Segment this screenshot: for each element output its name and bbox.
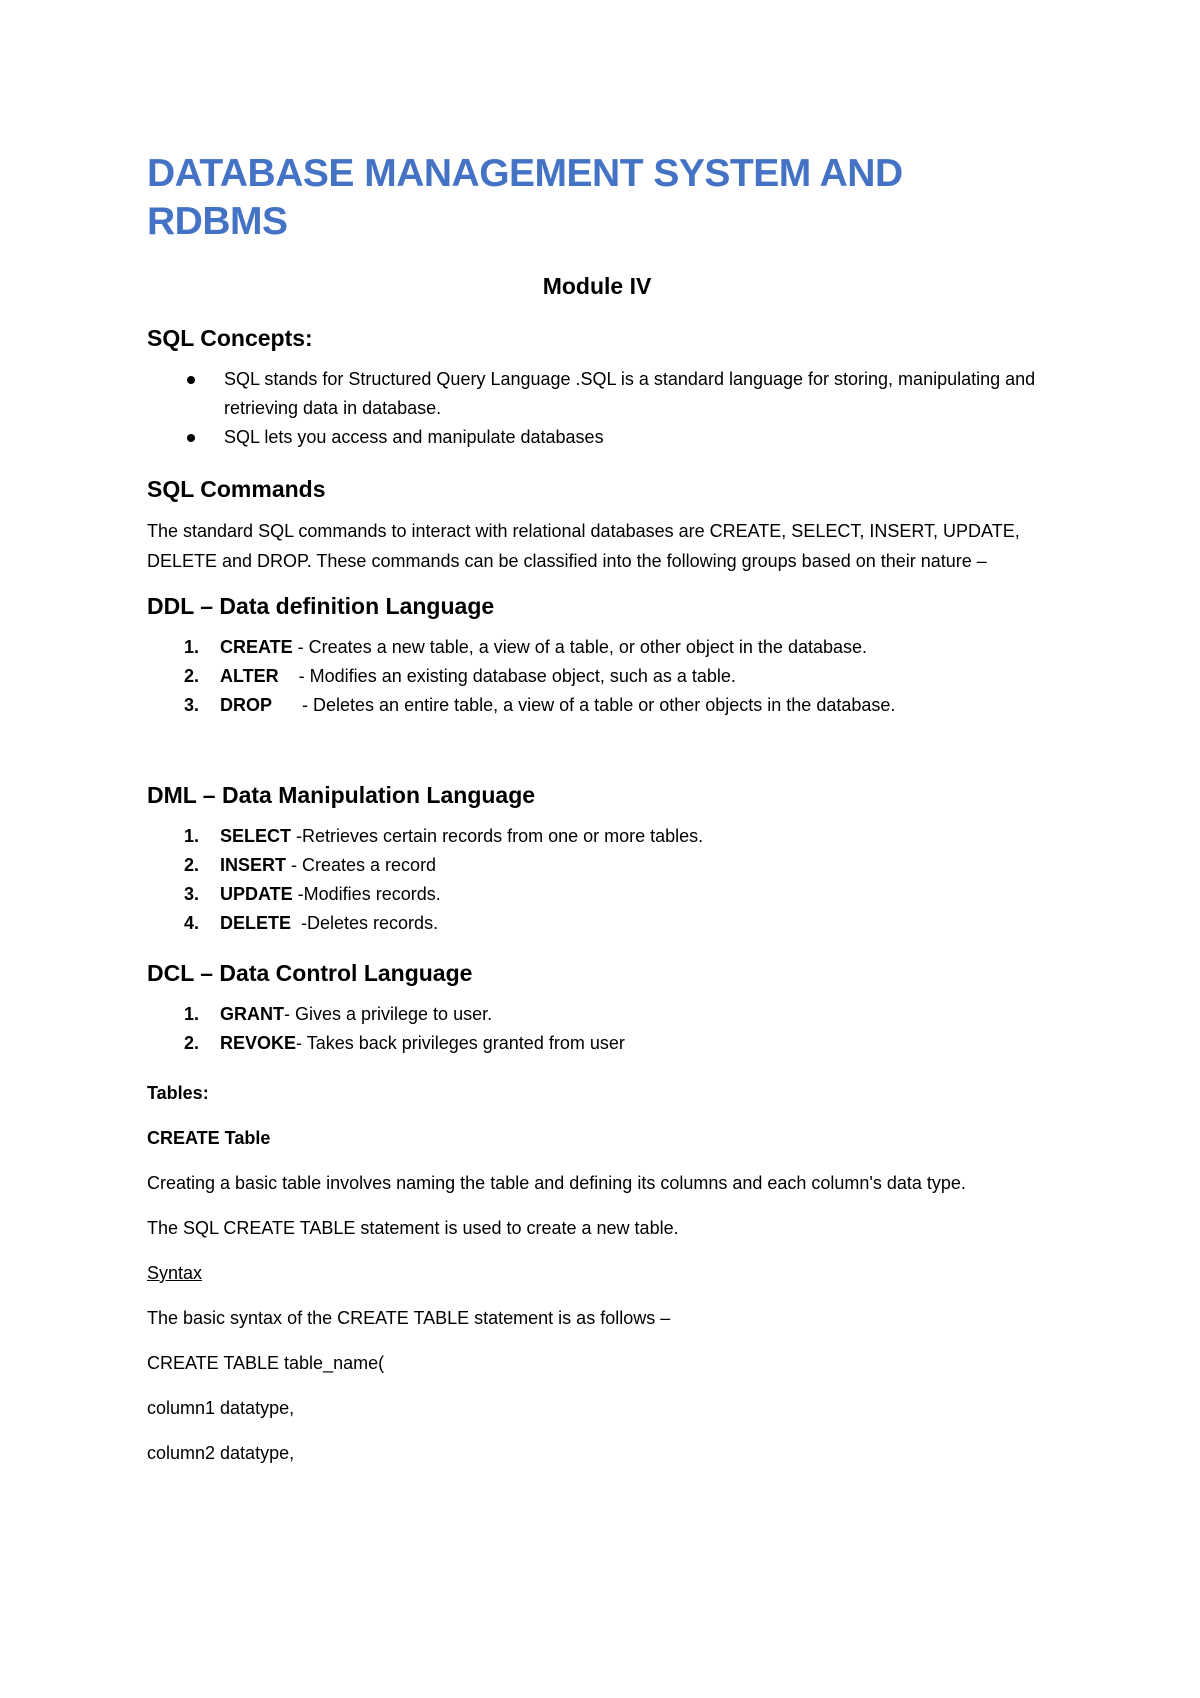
- list-item: [147, 662, 1047, 691]
- code-line: column2 datatype,: [147, 1443, 295, 1463]
- list-number: 2.: [184, 855, 200, 875]
- module-heading: Module IV: [542, 273, 652, 299]
- bullet-icon: [187, 376, 195, 384]
- command-description: -Deletes records.: [291, 913, 439, 933]
- command-keyword: UPDATE: [220, 884, 293, 904]
- command-keyword: CREATE: [220, 637, 293, 657]
- sql-concepts-heading: SQL Concepts:: [147, 325, 313, 351]
- list-number: 4.: [184, 913, 200, 933]
- list-item-text: SQL lets you access and manipulate databases: [224, 427, 604, 447]
- list-item: [147, 633, 1047, 662]
- sql-commands-heading: SQL Commands: [147, 476, 326, 502]
- document-page: [147, 150, 1047, 1483]
- dml-heading: DML – Data Manipulation Language: [147, 782, 536, 808]
- list-item: [147, 822, 1047, 851]
- list-number: 3.: [184, 695, 200, 715]
- command-description: - Creates a new table, a view of a table, or other object in the database.: [292, 637, 868, 657]
- list-number: 2.: [184, 666, 200, 686]
- ddl-list: [147, 633, 1047, 720]
- command-keyword: ALTER: [220, 666, 279, 686]
- tables-heading: Tables:: [147, 1083, 209, 1103]
- command-description: -Modifies records.: [292, 884, 441, 904]
- list-number: 1.: [184, 1004, 200, 1024]
- command-description: -Retrieves certain records from one or more tables.: [291, 826, 704, 846]
- command-description: - Takes back privileges granted from user: [296, 1033, 625, 1053]
- command-keyword: SELECT: [220, 826, 292, 846]
- bullet-icon: [187, 434, 195, 442]
- list-item: [147, 365, 1047, 423]
- list-item: [147, 423, 1047, 452]
- list-number: 1.: [184, 637, 200, 657]
- list-number: 1.: [184, 826, 200, 846]
- spacer: [147, 740, 1047, 780]
- sql-commands-paragraph: The standard SQL commands to interact with relational databases are CREATE, SELECT, INSERT, UPDATE, DELETE and DROP. These commands can be classified into the following groups based on their nature –: [147, 521, 1020, 571]
- create-table-heading: CREATE Table: [147, 1128, 271, 1148]
- list-item-text: SQL stands for Structured Query Language .SQL is a standard language for storing, manipulating and retrieving data in database.: [224, 369, 1036, 418]
- syntax-intro-paragraph: The basic syntax of the CREATE TABLE statement is as follows –: [147, 1308, 671, 1328]
- dcl-list: [147, 1000, 1047, 1058]
- command-keyword: GRANT: [220, 1004, 284, 1024]
- dcl-heading: DCL – Data Control Language: [147, 960, 473, 986]
- command-keyword: REVOKE: [220, 1033, 297, 1053]
- command-keyword: DELETE: [220, 913, 292, 933]
- ddl-heading: DDL – Data definition Language: [147, 593, 495, 619]
- list-number: 2.: [184, 1033, 200, 1053]
- list-item: [147, 880, 1047, 909]
- list-item: [147, 1029, 1047, 1058]
- document-title: DATABASE MANAGEMENT SYSTEM AND RDBMS: [147, 152, 903, 243]
- list-number: 3.: [184, 884, 200, 904]
- create-table-statement-paragraph: The SQL CREATE TABLE statement is used to create a new table.: [147, 1218, 679, 1238]
- command-keyword: INSERT: [220, 855, 287, 875]
- list-item: [147, 851, 1047, 880]
- command-description: - Creates a record: [286, 855, 437, 875]
- command-keyword: DROP: [220, 695, 273, 715]
- command-description: - Gives a privilege to user.: [284, 1004, 493, 1024]
- code-line: CREATE TABLE table_name(: [147, 1353, 385, 1373]
- code-line: column1 datatype,: [147, 1398, 295, 1418]
- list-item: [147, 909, 1047, 938]
- dml-list: [147, 822, 1047, 938]
- syntax-label: Syntax: [147, 1263, 203, 1283]
- sql-concepts-list: [147, 365, 1047, 452]
- list-item: [147, 691, 1047, 720]
- create-table-paragraph: Creating a basic table involves naming the table and defining its columns and each column's data type.: [147, 1173, 966, 1193]
- command-description: - Modifies an existing database object, such as a table.: [278, 666, 736, 686]
- list-item: [147, 1000, 1047, 1029]
- command-description: - Deletes an entire table, a view of a table or other objects in the database.: [272, 695, 896, 715]
